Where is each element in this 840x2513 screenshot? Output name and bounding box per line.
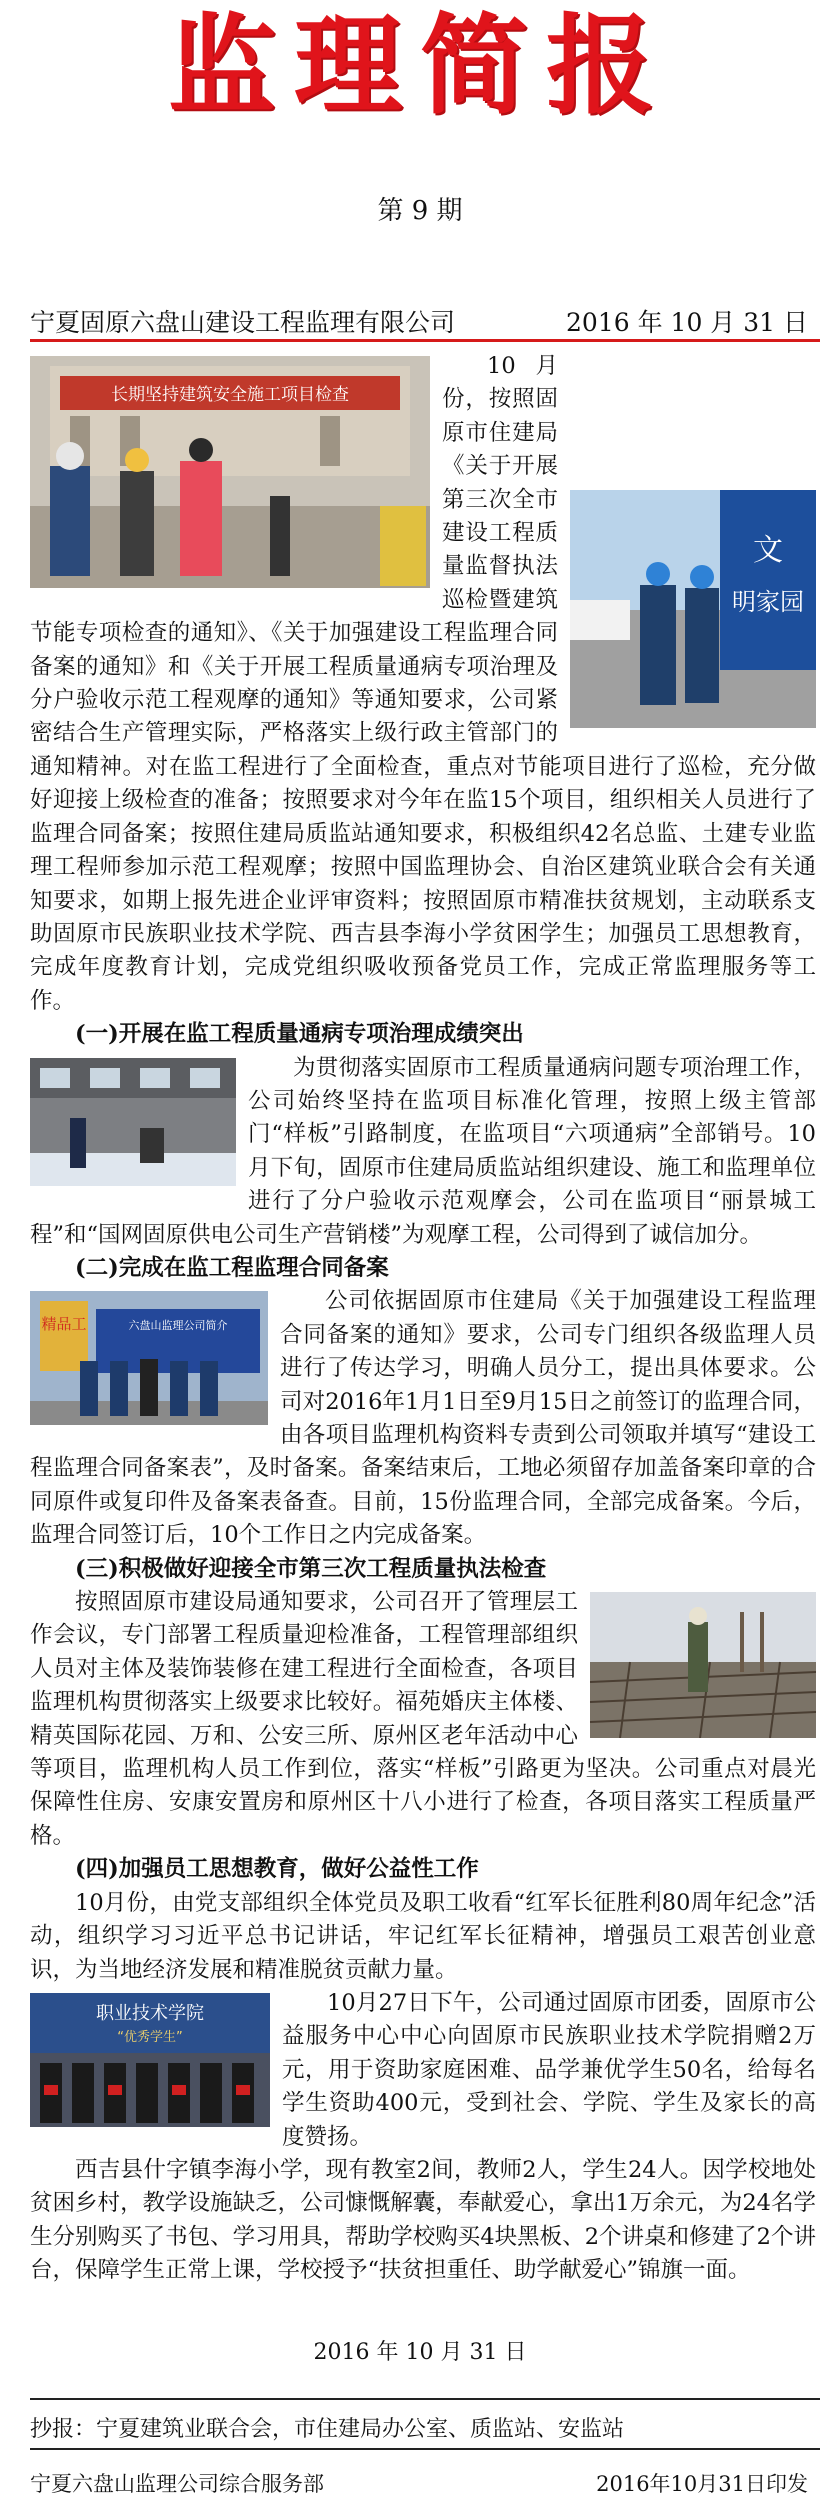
- photo2-sign-text: 明家园: [732, 588, 804, 616]
- issue-number: 第 9 期: [377, 196, 463, 226]
- section-1-text: 为贯彻落实固原市工程质量通病问题专项治理工作，公司始终坚持在监项目标准化管理，按照上级主管部门“样板”引路制度，在监项目“六项通病”全部销号。10月下旬，固原市住建局质监站组织建设、施工和监理单位进行了分户验收示范观摩会，公司在监项目“丽景城工程”和“国网固原供电公司生产营销楼”为观摩工程，公司得到了诚信加分。: [30, 1054, 816, 1248]
- section-4-text-3: 西吉县什字镇李海小学，现有教室2间，教师2人，学生24人。因学校地处贫困乡村，教学设施缺乏，公司慷慨解囊，奉献爱心，拿出1万余元，为24名学生分别购买了书包、学习用具，帮助学校购买4块黑板、2个讲桌和修建了2个讲台，保障学生正常上课，学校授予“扶贫担重任、助学献爱心”锦旗一面。: [30, 2156, 816, 2284]
- footer-rule-top: [30, 2398, 820, 2400]
- photo1-banner-text: 长期坚持建筑安全施工项目检查: [111, 385, 349, 405]
- footer-rule-bottom: [30, 2448, 820, 2450]
- section-2-heading: (二)完成在监工程监理合同备案: [75, 1254, 389, 1281]
- photo2-sign-small: 文: [753, 533, 783, 568]
- section-2-text: 公司依据固原市住建局《关于加强建设工程监理合同备案的通知》要求，公司专门组织各级监理人员进行了传达学习，明确人员分工，提出具体要求。公司对2016年1月1日至9月15日之前签订的监理合同，由各项目监理机构资料专责到公司领取并填写“建设工程监理合同备案表”，及时备案。备案结束后，工地必须留存加盖备案印章的合同原件或复印件及备案表备查。目前，15份监理合同，全部完成备案。今后，监理合同签订后，10个工作日之内完成备案。: [30, 1288, 816, 1549]
- photo-company-board: [30, 1291, 268, 1425]
- section-4-text: 10月份，由党支部组织全体党员及职工收看“红军长征胜利80周年纪念”活动，组织学习习近平总书记讲话，牢记红军长征精神，增强员工艰苦创业意识，为当地经济发展和精准脱贫贡献力量。: [30, 1889, 816, 1983]
- publish-date: 2016 年 10 月 31 日: [566, 308, 808, 337]
- header-divider: [30, 339, 820, 342]
- footer-issuer: 宁夏六盘山监理公司综合服务部: [30, 2472, 324, 2496]
- cc-recipients: 抄报：宁夏建筑业联合会，市住建局办公室、质监站、安监站: [30, 2417, 625, 2442]
- company-name: 宁夏固原六盘山建设工程监理有限公司: [30, 308, 456, 337]
- photo6-banner2-text: “优秀学生”: [117, 2029, 183, 2045]
- section-3-heading: (三)积极做好迎接全市第三次工程质量执法检查: [75, 1555, 547, 1582]
- section-3-text: 按照固原市建设局通知要求，公司召开了管理层工作会议，专门部署工程质量迎检准备，工程管理部组织人员对主体及装饰装修在建工程进行全面检查，各项目监理机构贯彻落实上级要求比较好。福苑婚庆主体楼、精英国际花园、万和、公安三所、原州区老年活动中心等项目，监理机构人员工作到位，落实“样板”引路更为坚决。公司重点对晨光保障性住房、安康安置房和原州区十八小进行了检查，各项目落实工程质量严格。: [30, 1589, 816, 1849]
- photo6-banner-text: 职业技术学院: [96, 2002, 204, 2024]
- photo-housing-estate: [570, 490, 816, 728]
- masthead-title: 监理简报: [167, 3, 672, 129]
- footer-print-date: 2016年10月31日印发: [596, 2472, 808, 2496]
- photo4-board-text: 六盘山监理公司简介: [128, 1319, 228, 1333]
- article-body: [30, 350, 816, 2330]
- photo-students: [30, 1993, 270, 2127]
- section-1-heading: (一)开展在监工程质量通病专项治理成绩突出: [75, 1021, 524, 1048]
- photo4-side-text: 精品工: [41, 1315, 87, 1334]
- signoff-date: 2016 年 10 月 31 日: [313, 2340, 527, 2365]
- intro-paragraph: 10月份，按照固原市住建局《关于开展第三次全市建设工程质量监督执法巡检暨建筑节能专项检查的通知》、《关于加强建设工程监理合同备案的通知》和《关于开展工程质量通病专项治理及分户验收示范工程观摩的通知》等通知要求，公司紧密结合生产管理实际，严格落实上级行政主管部门的通知精神。对在监工程进行了全面检查，重点对节能项目进行了巡检，充分做好迎接上级检查的准备；按照要求对今年在监15个项目，组织相关人员进行了监理合同备案；按照住建局质监站通知要求，积极组织42名总监、土建专业监理工程师参加示范工程观摩；按照中国监理协会、自治区建筑业联合会有关通知要求，如期上报先进企业评审资料；按照固原市精准扶贫规划，主动联系支助固原市民族职业技术学院、西吉县李海小学贫困学生；加强员工思想教育，完成年度教育计划，完成党组织吸收预备党员工作，完成正常监理服务等工作。: [30, 353, 816, 1014]
- photo-site-inspection: [30, 356, 430, 588]
- section-4-heading: (四)加强员工思想教育，做好公益性工作: [75, 1856, 479, 1883]
- section-4-text-2: 10月27日下午，公司通过固原市团委，固原市公益服务中心中心向固原市民族职业技术学院捐赠2万元，用于资助家庭困难、品学兼优学生50名，给每名学生资助400元，受到社会、学院、学生及家长的高度赞扬。: [282, 1989, 816, 2150]
- photo-warehouse: [30, 1058, 236, 1186]
- photo-rebar-site: [590, 1592, 816, 1738]
